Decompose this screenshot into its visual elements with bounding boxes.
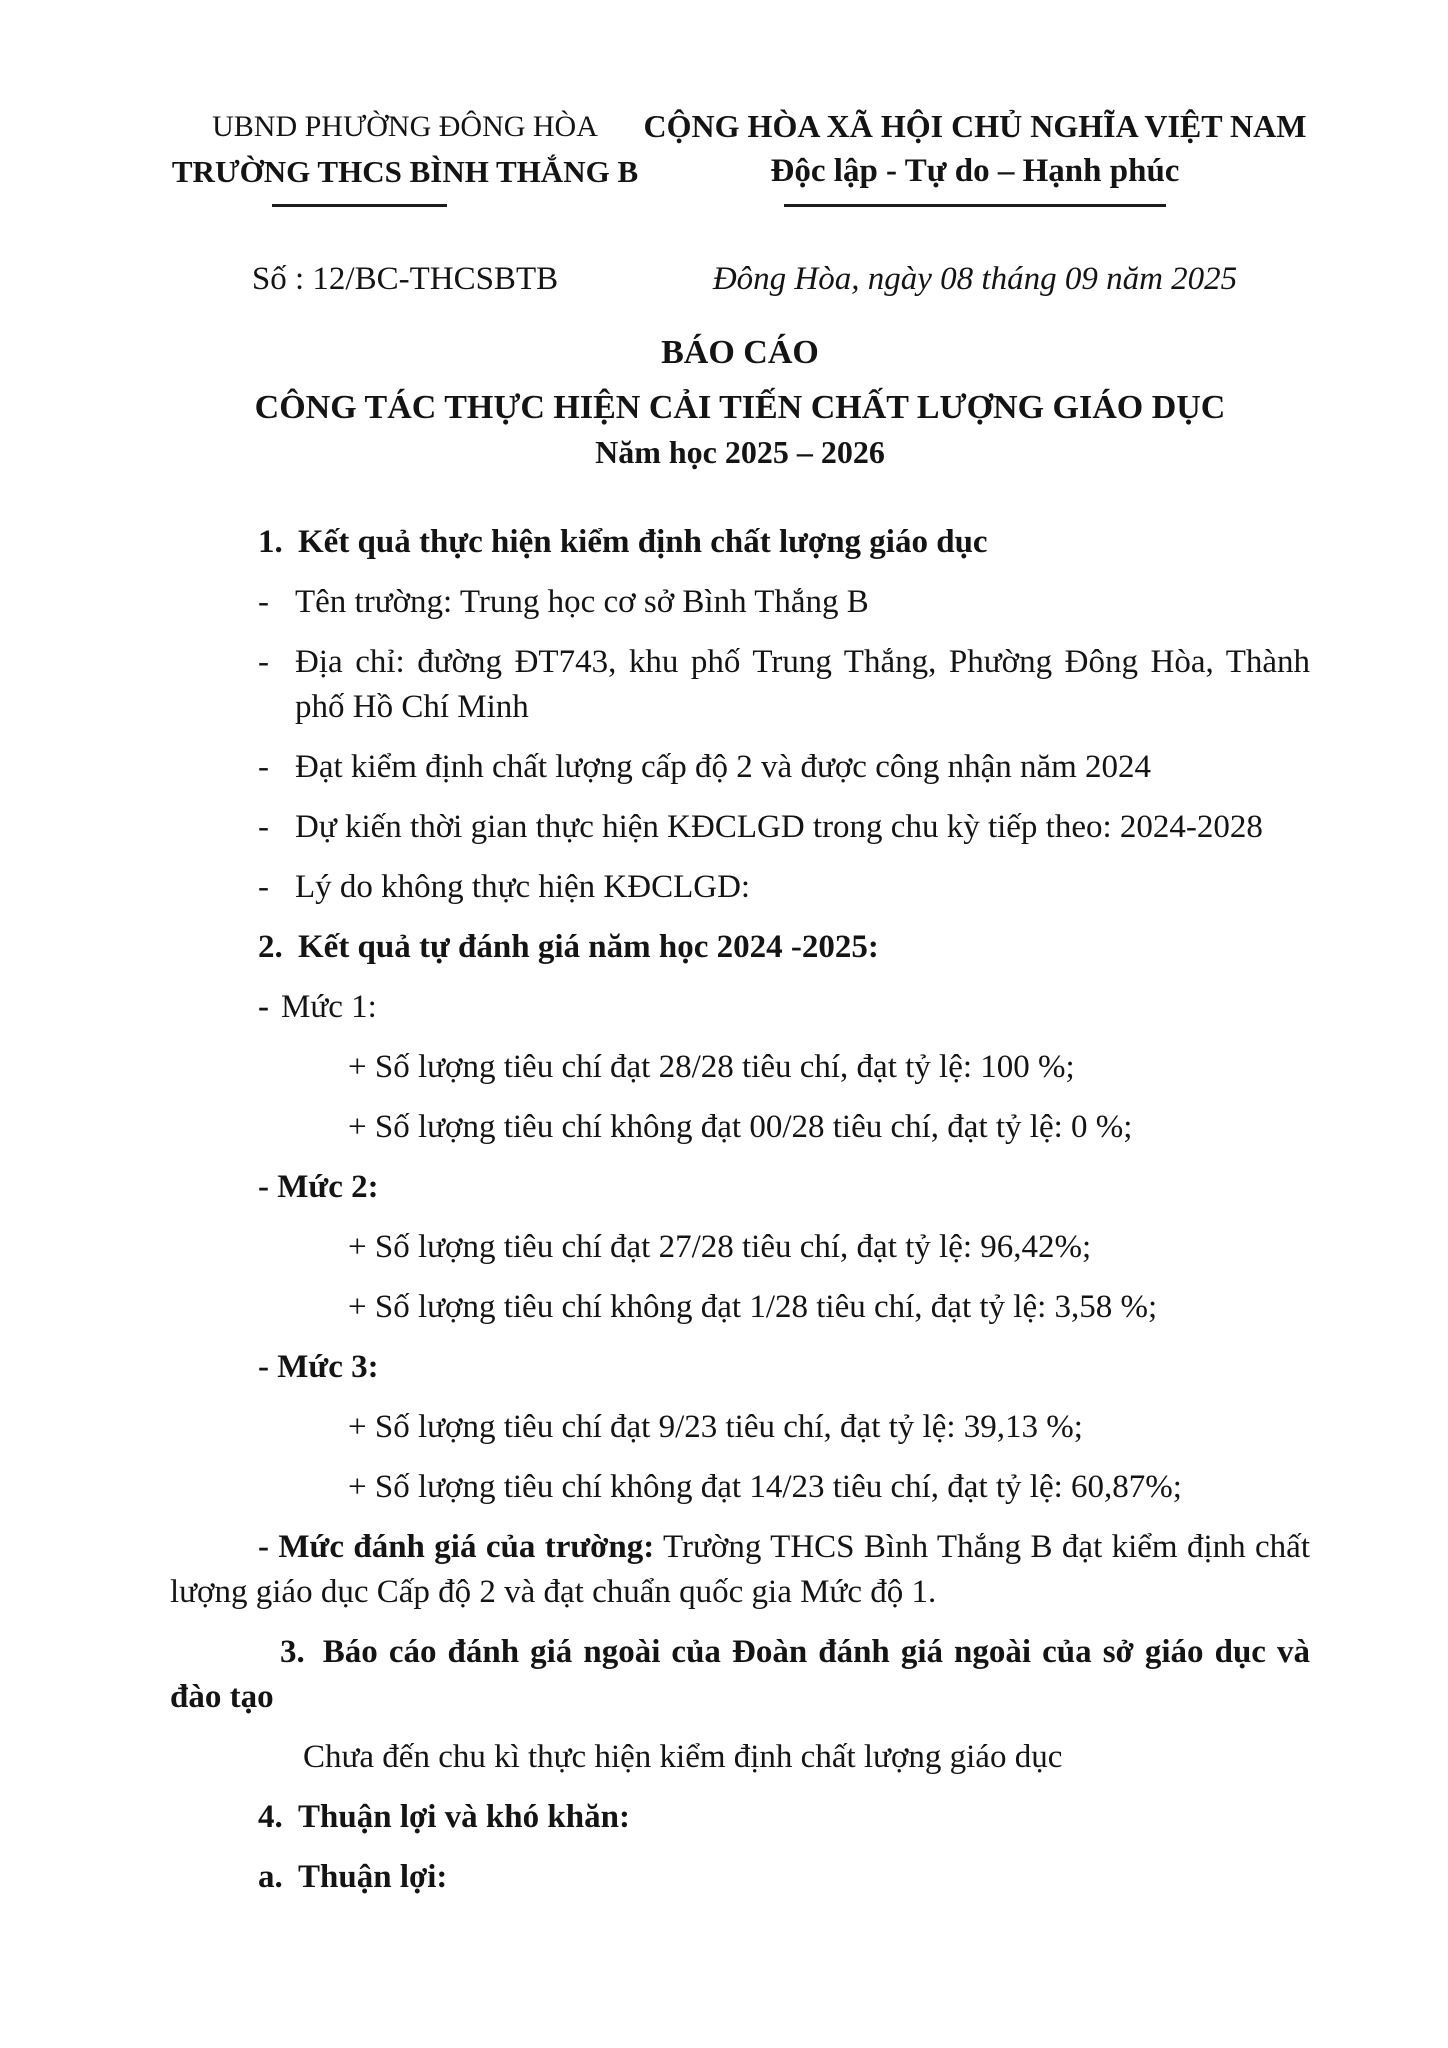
list-text: Lý do không thực hiện KĐCLGD: — [295, 869, 751, 905]
report-subtitle: CÔNG TÁC THỰC HIỆN CẢI TIẾN CHẤT LƯỢNG GIÁO DỤC — [254, 389, 1226, 426]
list-marker: - — [258, 869, 269, 905]
org-underline — [272, 204, 447, 207]
section-heading-4 — [170, 1795, 1310, 1840]
section-number: 2. — [258, 929, 283, 965]
criteria-line: + Số lượng tiêu chí không đạt 14/23 tiêu chí, đạt tỷ lệ: 60,87%; — [348, 1469, 1182, 1505]
motto-underline — [784, 204, 1166, 207]
list-text: Tên trường: Trung học cơ sở Bình Thắng B — [295, 584, 869, 620]
section-title: Kết quả thực hiện kiểm định chất lượng giáo dục — [298, 524, 988, 560]
list-marker: - — [258, 749, 269, 785]
document-place-date: Đông Hòa, ngày 08 tháng 09 năm 2025 — [712, 261, 1238, 297]
list-marker: - — [258, 644, 269, 680]
list-text: Địa chỉ: đường ĐT743, khu phố Trung Thắng, Phường Đông Hòa, Thành phố Hồ Chí Minh — [295, 644, 1310, 725]
school-evaluation-paragraph — [170, 1525, 1310, 1615]
evaluation-lead: - Mức đánh giá của trường: — [258, 1529, 655, 1565]
section-title: Báo cáo đánh giá ngoài của Đoàn đánh giá ngoài của sở giáo dục và đào tạo — [170, 1634, 1310, 1715]
header-national-motto — [640, 104, 1310, 207]
level-label: Mức 1: — [281, 989, 377, 1025]
criteria-line: + Số lượng tiêu chí đạt 27/28 tiêu chí, đạt tỷ lệ: 96,42%; — [348, 1229, 1092, 1265]
level-1-heading — [170, 985, 1310, 1030]
criteria-line: + Số lượng tiêu chí không đạt 1/28 tiêu chí, đạt tỷ lệ: 3,58 %; — [348, 1289, 1158, 1325]
section-number: a. — [258, 1859, 283, 1895]
header-issuing-org — [170, 104, 640, 207]
national-title: CỘNG HÒA XÃ HỘI CHỦ NGHĨA VIỆT NAM — [643, 108, 1307, 144]
list-item-accreditation — [170, 745, 1310, 790]
list-item-reason — [170, 865, 1310, 910]
level-3-heading: - Mức 3: — [258, 1349, 379, 1385]
section-heading-1 — [170, 520, 1310, 565]
section-heading-a — [170, 1855, 1310, 1900]
report-title: BÁO CÁO — [661, 334, 819, 371]
list-item-address — [170, 640, 1310, 730]
section-heading-3 — [170, 1630, 1310, 1720]
list-item-school-name — [170, 580, 1310, 625]
section-title: Thuận lợi và khó khăn: — [298, 1799, 630, 1835]
list-text: Đạt kiểm định chất lượng cấp độ 2 và được công nhận năm 2024 — [295, 749, 1152, 785]
section-title: Thuận lợi: — [298, 1859, 448, 1895]
section-title: Kết quả tự đánh giá năm học 2024 -2025: — [298, 929, 879, 965]
list-item-next-cycle — [170, 805, 1310, 850]
section-number: 1. — [258, 524, 283, 560]
evaluation-rest: Trường THCS Bình Thắng B đạt kiểm định chất lượng giáo dục Cấp độ 2 và đạt chuẩn quốc gia Mức độ 1. — [170, 1529, 1310, 1610]
document-header — [170, 104, 1310, 207]
external-review-note: Chưa đến chu kì thực hiện kiểm định chất lượng giáo dục — [303, 1739, 1063, 1775]
section-heading-2 — [170, 925, 1310, 970]
number-date-row — [170, 257, 1310, 302]
list-marker: - — [258, 584, 269, 620]
org-parent-name: UBND PHƯỜNG ĐÔNG HÒA — [212, 110, 598, 143]
criteria-line: + Số lượng tiêu chí đạt 9/23 tiêu chí, đạt tỷ lệ: 39,13 %; — [348, 1409, 1083, 1445]
level-2-heading: - Mức 2: — [258, 1169, 379, 1205]
org-school-name: TRƯỜNG THCS BÌNH THẮNG B — [171, 154, 639, 189]
school-year: Năm học 2025 – 2026 — [595, 434, 885, 470]
list-text: Dự kiến thời gian thực hiện KĐCLGD trong chu kỳ tiếp theo: 2024-2028 — [295, 809, 1263, 845]
section-number: 4. — [258, 1799, 283, 1835]
national-motto: Độc lập - Tự do – Hạnh phúc — [770, 153, 1180, 189]
level-marker: - — [258, 989, 269, 1025]
criteria-line: + Số lượng tiêu chí đạt 28/28 tiêu chí, đạt tỷ lệ: 100 %; — [348, 1049, 1075, 1085]
criteria-line: + Số lượng tiêu chí không đạt 00/28 tiêu chí, đạt tỷ lệ: 0 %; — [348, 1109, 1133, 1145]
document-number: Số : 12/BC-THCSBTB — [251, 261, 559, 297]
list-marker: - — [258, 809, 269, 845]
section-number: 3. — [280, 1634, 305, 1670]
